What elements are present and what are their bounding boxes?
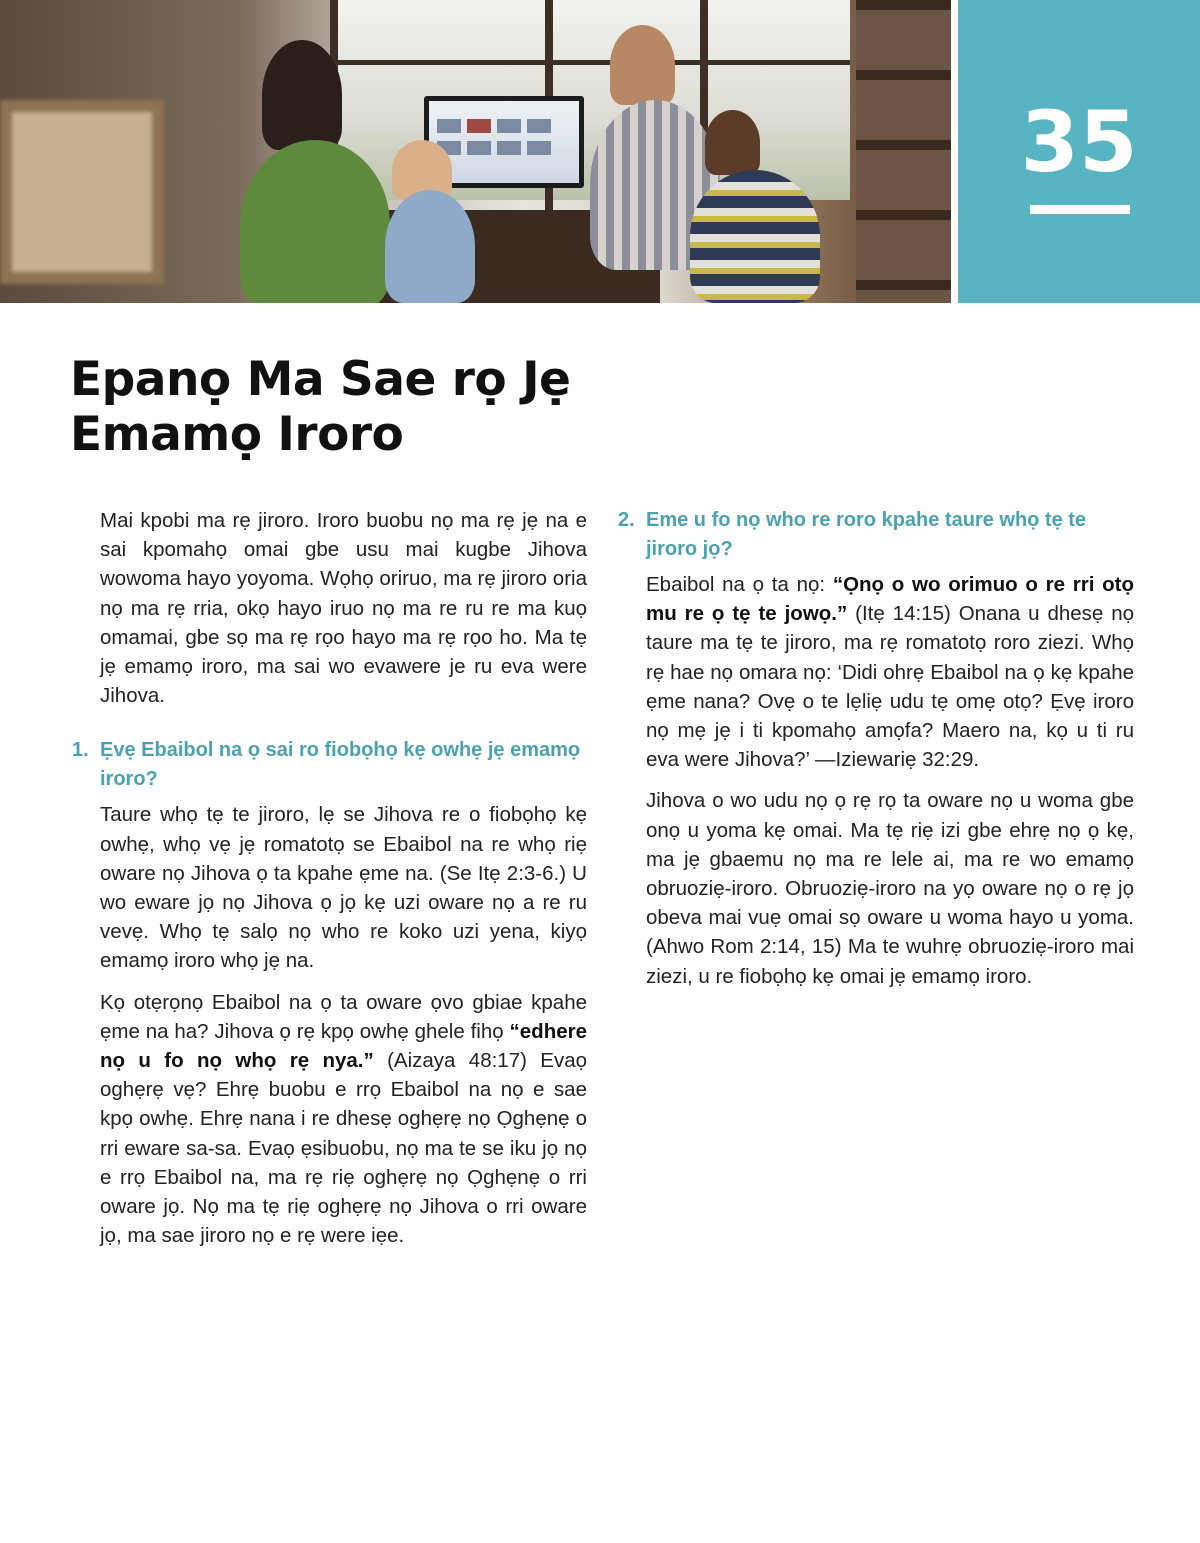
section-1-question-text: Ẹvẹ Ebaibol na ọ sai ro fiobọhọ kẹ owhẹ jẹ emamọ iroro? [100, 739, 581, 791]
bold-quote: “edhere nọ u fo nọ whọ rẹ nya.” [100, 1019, 587, 1073]
bold-quote: “Ọnọ o wo orimuo o re rri otọ mu re ọ tẹ te jowọ.” [646, 573, 1134, 626]
paragraph-text: Taure whọ tẹ te jiroro, lẹ se Jihova re o fiobọhọ kẹ owhẹ, whọ vẹ jẹ romatotọ se Ebaibol na re whọ riẹ oware nọ Jihova ọ ta kpahe ẹme na. (Se Itẹ 2:3-6.) U wo eware jọ nọ Jihova ọ jọ kẹ uzi oware nọ a re ru vevẹ. Whọ tẹ salọ nọ who re koko uzi yena, kiyọ emamọ iroro whọ jẹ na. [100, 803, 587, 973]
paragraph-text: Ebaibol na ọ ta nọ: [646, 573, 833, 596]
mother [240, 140, 390, 303]
chapter-underline [1030, 205, 1130, 214]
chapter-tab [958, 0, 1200, 303]
paragraph-text: (Itẹ 14:15) Onana u dhesẹ nọ taure ma tẹ te jiroro, ma rẹ romatotọ roro ziezi. Whọ rẹ hae nọ omara nọ: ‘Didi ohrẹ Ebaibol na ọ kẹ kpahe ẹme nana? Ovẹ o te lẹliẹ udu tẹ omẹ otọ? Ẹvẹ iroro nọ mẹ jẹ i ti kpomahọ amọfa? Maero na, kọ u ti ru eva were Jihova?’ —Iziewariẹ 32:29. [646, 602, 1135, 772]
section-2-question-text: Eme u fo nọ who re roro kpahe taure whọ tẹ te jiroro jọ? [646, 509, 1087, 560]
title-line-2: Emamọ Iroro [70, 407, 404, 462]
section-1-question [72, 736, 587, 794]
paragraph-text: (Aizaya 48:17) Evaọ oghẹrẹ vẹ? Ehrẹ buobu e rrọ Ebaibol na nọ e sae kpọ owhẹ. Ehrẹ nana i re dhesẹ oghẹrẹ nọ Ọghẹnẹ o rri eware sa-sa. Evaọ ẹsibuobu, nọ ma te se iku jọ nọ e rrọ Ebaibol na, ma rẹ riẹ oghẹrẹ nọ Ọghẹnẹ o rri oware jọ. Nọ ma tẹ riẹ oghẹrẹ nọ Jihova o rri oware jọ, ma sae jiroro nọ e rẹ were iẹe. [100, 1049, 588, 1248]
section-2-paragraph-2 [646, 786, 1134, 990]
hero-photo [0, 0, 951, 303]
page-title [70, 352, 630, 462]
bookshelf [856, 0, 951, 303]
section-2-number: 2. [618, 509, 635, 531]
section-1-number: 1. [72, 739, 89, 762]
section-1-paragraph-1 [100, 800, 587, 975]
title-line-1: Epanọ Ma Sae rọ Jẹ [70, 352, 571, 407]
boy-head [705, 110, 760, 175]
baby [385, 190, 475, 303]
paragraph-text: Kọ otẹrọnọ Ebaibol na ọ ta oware ọvo gbiae kpahe ẹme na ha? Jihova ọ rẹ kpọ owhẹ ghele fihọ [100, 990, 587, 1043]
chapter-number: 35 [1020, 93, 1138, 191]
section-2-question [618, 506, 1134, 564]
father-head [610, 25, 675, 105]
window-frame [330, 60, 850, 65]
paragraph-text: Jihova o wo udu nọ ọ rẹ rọ ta oware nọ u woma gbe onọ u yoma kẹ omai. Ma tẹ riẹ izi gbe ehrẹ nọ ọ kẹ, ma jẹ gbaemu nọ ma re lele ai, ma re wo emamọ obruoziẹ-iroro. Obruoziẹ-iroro na yọ oware nọ o rẹ jọ obeva mai vuẹ omai sọ oware u woma hayo u yoma. (Ahwo Rom 2:14, 15) Ma te wuhrẹ obruoziẹ-iroro mai ziezi, u re fiobọhọ kẹ omai jẹ emamọ iroro. [646, 789, 1134, 988]
section-2-paragraph-1 [646, 570, 1134, 774]
boy [690, 170, 820, 303]
left-column [72, 506, 587, 1262]
mother-hair [262, 40, 342, 150]
right-column [618, 506, 1134, 1003]
section-1-paragraph-2 [100, 988, 587, 1251]
intro-paragraph: Mai kpobi ma rẹ jiroro. Iroro buobu nọ ma rẹ jẹ na e sai kpomahọ omai gbe usu mai kugbe Jihova wowoma hayo yoyoma. Wọhọ oriruo, ma rẹ jiroro oria nọ ma rẹ rria, okọ hayo iruo nọ ma re ru re ma kuọ omamai, gbe sọ ma rẹ rọo hayo ma rẹ rọo ho. Ma tẹ jẹ emamọ iroro, ma sai wo evawere je ru eva were Jihova. [100, 509, 587, 708]
picture-frame [0, 100, 164, 284]
